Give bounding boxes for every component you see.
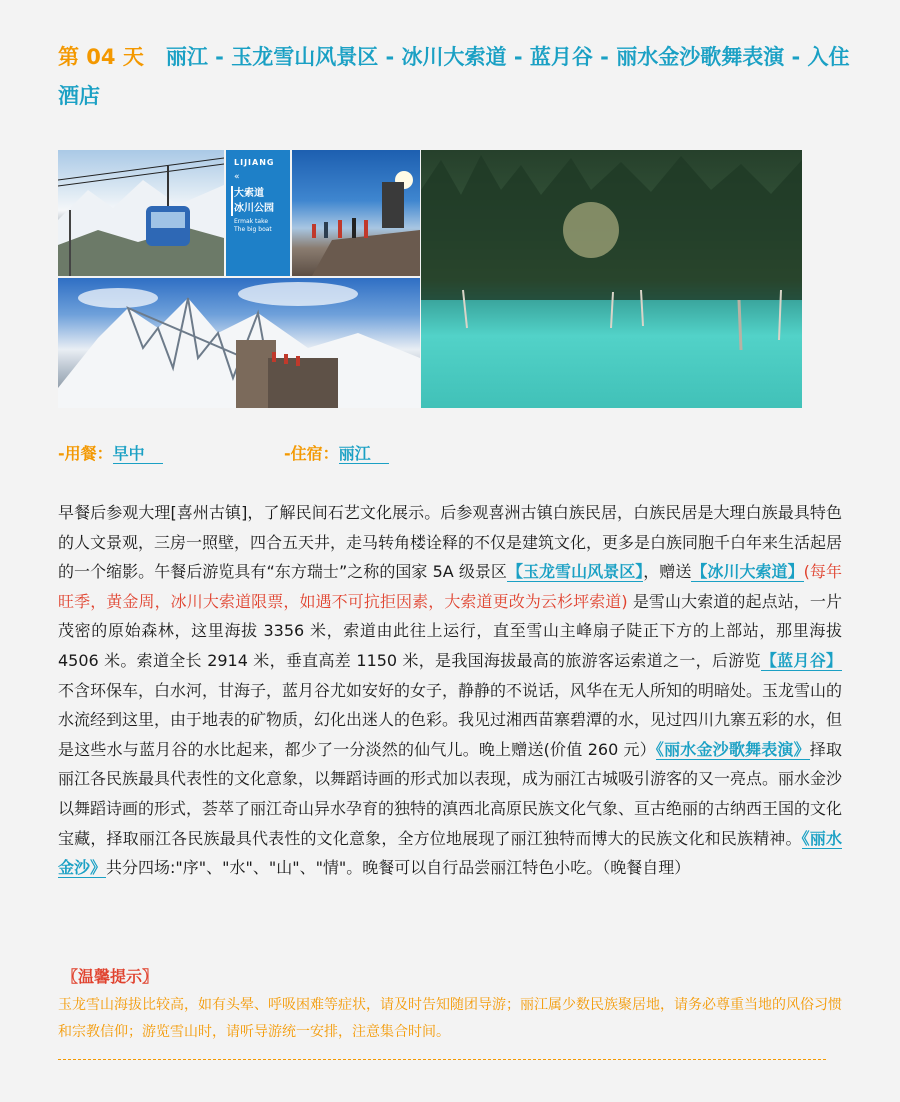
blue-moon-valley-photo (421, 150, 802, 408)
ice-park-caption-tile (226, 150, 290, 276)
glacier-platform-photo (292, 150, 420, 276)
highlight-yulong-snow-mountain: 【玉龙雪山风景区】 (506, 562, 644, 582)
tips-text: 玉龙雪山海拔比较高，如有头晕、呼吸困难等症状，请及时告知随团导游；丽江属少数民族聚居地，请务必尊重当地的风俗习惯和宗教信仰；游览雪山时，请听导游统一安排，注意集合时间。 (58, 997, 842, 1040)
highlight-lishui-jinsha: 《丽水金沙》 (58, 828, 842, 878)
highlight-lishui-jinsha-show: 《丽水金沙歌舞表演》 (655, 739, 810, 759)
itinerary-description: 早餐后参观大理[喜州古镇]，了解民间石艺文化展示。后参观喜洲古镇白族民居，白族民居是大理白族最具特色的人文景观，三房一照壁，四合五天井，走马转角楼诠释的不仅是建筑文化，更多是白族同胞千白年来生活起居的一个缩影。午餐后游览具有“东方瑞士”之称的国家 5A 级景区【玉龙雪山风景区】，赠送【冰川大索道】(每年旺季，黄金周，冰川大索道限票，如遇不可抗拒因素，大索道更改为云杉坪索道) 是雪山大索道的起点站，一片茂密的原始森林，这里海拔 3356 米，索道由此往上运行，直至雪山主峰扇子陡正下方的上部站，那里海拔 4506 米。索道全长 2914 米，垂直高差 1150 米，是我国海拔最高的旅游客运索道之一，后游览【蓝月谷】不含环保车，白水河，甘海子，蓝月谷尤如安好的女子，静静的不说话，风华在无人所知的明暗处。玉龙雪山的水流经到这里，由于地表的矿物质，幻化出迷人的色彩。我见过湘西苗寨碧潭的水，见过四川九寨五彩的水，但是这些水与蓝月谷的水比起来，都少了一分淡然的仙气儿。晚上赠送(价值 260 元）《丽水金沙歌舞表演》择取丽江各民族最具代表性的文化意象，以舞蹈诗画的形式加以表现，成为丽江古城吸引游客的又一亮点。丽水金沙以舞蹈诗画的形式，荟萃了丽江奇山异水孕育的独特的滇西北高原民族文化气象、亘古绝丽的古纳西王国的文化宝藏，择取丽江各民族最具代表性的文化意象，全方位地展现了丽江独特而博大的民族文化和民族精神。《丽水金沙》共分四场:"序"、"水"、"山"、"情"。晚餐可以自行品尝丽江特色小吃。（晚餐自理） (58, 503, 843, 878)
cableway-notice: (每年旺季，黄金周，冰川大索道限票，如遇不可抗拒因素，大索道更改为云杉坪索道) (58, 562, 842, 611)
brand-label: LIJIANG (234, 158, 275, 167)
stay-label: -住宿： (284, 444, 339, 463)
meals-value: 早中 (113, 444, 163, 464)
chevron-left-icon: « (234, 172, 240, 182)
cable-car-photo (58, 150, 224, 276)
tips-title: 〖温馨提示〗 (62, 967, 159, 986)
highlight-glacier-cableway: 【冰川大索道】 (691, 562, 804, 582)
meals-info (58, 441, 163, 464)
dashed-divider (58, 1059, 826, 1060)
day-number: 第 04 天 (58, 45, 144, 69)
highlight-blue-moon-valley: 【蓝月谷】 (760, 650, 842, 670)
caption-title: 大索道 冰川公园 (234, 188, 274, 214)
stay-info (284, 441, 389, 464)
caption-bar (231, 186, 233, 216)
page-title (58, 38, 858, 116)
jade-dragon-snow-mountain-photo (58, 278, 420, 408)
caption-subtitle: Ermak take The big boat (234, 218, 272, 233)
stay-value: 丽江 (339, 444, 389, 464)
meals-label: -用餐： (58, 444, 113, 463)
route-title: 丽江 - 玉龙雪山风景区 - 冰川大索道 - 蓝月谷 - 丽水金沙歌舞表演 - 入住酒店 (58, 45, 850, 108)
